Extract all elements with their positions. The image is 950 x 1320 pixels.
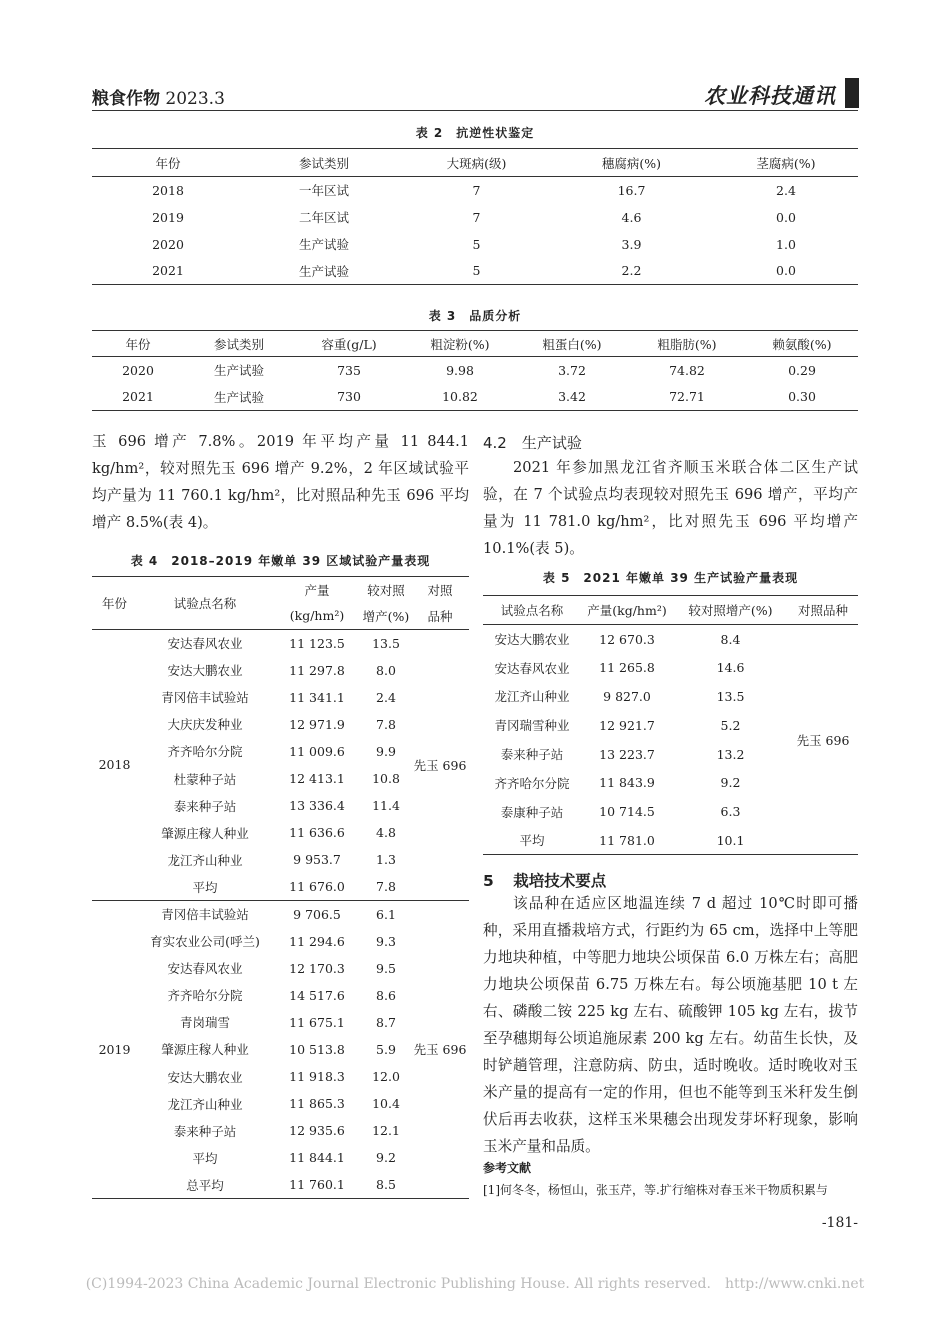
t2-cell: 二年区试 [298,210,349,225]
t4-h-inc-unit: 增产(%) [361,603,411,630]
t3-cell: 10.82 [442,389,478,405]
t4-cell: 10 513.8 [289,1041,345,1057]
t4-cell: 11 865.3 [289,1096,345,1112]
t4-cell: 11 675.1 [289,1014,345,1030]
t4-cell: 1.3 [376,852,396,868]
t3-cell: 3.42 [558,389,586,405]
t4-cell: 12 413.1 [289,771,345,787]
issue-number: 2023.3 [165,89,225,109]
t4-cell: 杜蒙种子站 [173,771,237,787]
t4-cell: 11 123.5 [289,635,345,651]
t5-header-cell: 试验点名称 [483,596,581,625]
t4-h-inc: 较对照 [367,582,405,598]
table3-caption: 表 3 品质分析 [428,309,522,323]
t4-cell: 安达大鹏农业 [167,663,243,679]
t4-cell: 9.9 [376,743,396,759]
t2-header-cell: 大斑病(级) [404,149,549,177]
t5-cell: 安达春风农业 [494,660,570,676]
t5-cell: 8.4 [720,631,741,647]
section-5-number: 5 [483,872,494,890]
t2-cell: 2020 [152,236,184,252]
t5-cell: 11 265.8 [599,660,655,676]
t5-cell: 泰康种子站 [500,804,564,820]
t4-cell: 6.1 [376,906,396,922]
section-5-paragraph: 该品种在适应区地温连续 7 d 超过 10℃时即可播种，采用直播栽培方式，行距约为 65 cm，选择中上等肥力地块种植，中等肥力地块公顷保苗 6.0 万株左右；高肥力地块公顷保苗 6.75 万株左右。每公顷施基肥 10 t 左右、磷酸二铵 225 kg 左右、硫酸钾 105 kg 左右，拔节至孕穗期每公顷追施尿素 200 kg 左右。幼苗生长快，及时铲趟管理，注意防病、防虫，适时晚收。适时晚收对玉米产量的提高有一定的作用，但也不能等到玉米秆发生倒伏后再去收获，这样玉米果穗会出现发芽坏籽现象，影响玉米产量和品质。 [483,895,858,1155]
t4-cell: 2.4 [376,689,396,705]
table-row [92,630,469,657]
t5-cell: 13.5 [716,688,745,704]
t2-cell: 一年区试 [298,183,349,199]
t4-cell: 9.2 [376,1150,396,1166]
t4-cell: 11.4 [372,798,400,814]
t4-cell: 泰来种子站 [173,1123,237,1139]
running-header [92,84,225,109]
header-rule [92,110,858,111]
t2-header-cell: 茎腐病(%) [714,149,858,177]
table2-caption: 表 2 抗逆性状鉴定 [415,126,535,140]
header-bar [845,78,859,108]
t4-cell: 5.9 [376,1041,396,1057]
t3-header-cell: 粗脂肪(%) [628,331,746,357]
t4-cell: 12 935.6 [289,1123,345,1139]
t2-cell: 16.7 [617,182,646,198]
t4-h-yield-unit: (kg/hm²) [273,603,361,630]
t5-cell: 11 781.0 [599,832,655,848]
table3 [92,330,858,411]
yield-summary-paragraph: 玉 696 增产 7.8%。2019 年平均产量 11 844.1 kg/hm²，较对照先玉 696 增产 9.2%，2 年区域试验平均产量为 11 760.1 kg/hm²，比对照品种先玉 696 平均增产 8.5%(表 4)。 [92,433,469,531]
t5-cell: 6.3 [720,804,741,820]
table3-header-row [92,331,858,357]
t2-header-cell: 参试类别 [244,149,404,177]
t4-cell: 肇源庄稼人种业 [161,1042,249,1058]
t4-cell: 13 336.4 [289,798,345,814]
t4-cell: 龙江齐山种业 [167,852,243,868]
copyright-footer: (C)1994-2023 China Academic Journal Electronic Publishing House. All rights reserved. http://www.cnki.net [85,1276,865,1292]
t5-cell: 泰来种子站 [500,747,564,763]
t4-cell: 11 297.8 [289,662,345,678]
t2-header-cell: 年份 [92,149,244,177]
t4-cell: 安达春风农业 [167,636,243,652]
table-row [92,177,858,204]
t3-cell: 生产试验 [213,363,264,379]
t4-cell: 11 844.1 [289,1150,345,1166]
t4-cell: 泰来种子站 [173,798,237,814]
t4-cell: 安达春风农业 [167,961,243,977]
t3-cell: 0.30 [788,389,816,405]
t4-cell: 14 517.6 [289,987,345,1003]
t2-cell: 7 [472,182,481,198]
t5-cell: 平均 [519,833,545,849]
t2-cell: 5 [472,236,481,252]
t5-cell: 13.2 [716,746,745,762]
t3-cell: 730 [337,389,361,405]
t3-header-cell: 粗蛋白(%) [516,331,628,357]
t5-cell: 安达大鹏农业 [494,632,570,648]
section-5-heading [483,869,606,891]
section-5-title: 栽培技术要点 [513,872,607,890]
t3-header-cell: 参试类别 [184,331,294,357]
t3-cell: 0.29 [788,362,816,378]
t5-cell: 5.2 [720,717,741,733]
t4-cell: 7.8 [361,873,411,900]
t4-cell: 8.7 [376,1014,396,1030]
t3-header-cell: 粗淀粉(%) [404,331,516,357]
t4-check-cell: 先玉 696 [413,1042,467,1058]
t5-cell: 9.2 [720,775,741,791]
t4-cell: 11 636.6 [289,825,345,841]
table5-caption: 表 5 2021 年嫩单 39 生产试验产量表现 [542,571,799,585]
table4-body [92,630,469,1199]
t3-cell: 72.71 [669,389,705,405]
table5 [483,595,858,855]
table-row [92,204,858,231]
table4-caption: 表 4 2018–2019 年嫩单 39 区域试验产量表现 [130,554,431,568]
table3-body [92,357,858,411]
references-heading: 参考文献 [483,1161,532,1175]
journal-section: 粮食作物 [92,89,160,109]
t4-h-ck: 对照 [427,582,453,598]
t4-year-cell: 2019 [98,1041,131,1057]
t4-h-ck-unit: 品种 [411,603,469,630]
t5-cell: 12 670.3 [599,631,655,647]
t4-h-year: 年份 [92,577,137,630]
t4-cell: 12 170.3 [289,960,345,976]
reference-item: [1]何冬冬，杨恒山，张玉芹，等.扩行缩株对春玉米干物质积累与 [483,1183,828,1197]
t5-cell: 14.6 [716,660,745,676]
t2-cell: 2019 [152,209,184,225]
t5-cell: 10.1 [716,832,745,848]
t4-cell: 11 294.6 [289,933,345,949]
section-4-2-paragraph: 2021 年参加黑龙江省齐顺玉米联合体二区生产试验，在 7 个试验点均表现较对照先玉 696 增产，平均产量为 11 781.0 kg/hm²，比对照先玉 696 平均增产 10.1%(表 5)。 [483,459,858,557]
t2-header-cell: 穗腐病(%) [549,149,714,177]
t4-cell: 平均 [137,873,273,900]
t2-cell: 4.6 [621,209,642,225]
t4-cell: 11 341.1 [289,689,345,705]
t4-cell: 8.5 [376,1177,396,1193]
t2-cell: 2021 [152,263,184,279]
t4-cell: 齐齐哈尔分院 [167,988,243,1004]
table-row [92,900,469,927]
t4-cell: 青岗瑞雪 [179,1015,230,1031]
t5-header-cell: 对照品种 [788,596,858,625]
table2-header-row [92,149,858,177]
t4-cell: 平均 [192,1150,218,1166]
t2-cell: 2018 [152,182,184,198]
t2-cell: 5 [472,263,481,279]
t3-cell: 2020 [122,362,154,378]
t4-cell: 11 676.0 [273,873,361,900]
t4-cell: 肇源庄稼人种业 [161,825,249,841]
t5-check-cell: 先玉 696 [796,732,850,748]
t4-cell: 9.5 [376,960,396,976]
t5-cell: 13 223.7 [599,746,655,762]
t4-cell: 9 706.5 [293,906,341,922]
t4-check-cell: 先玉 696 [411,630,469,901]
t3-cell: 2021 [122,389,154,405]
table-row [483,625,858,654]
t4-h-yield: 产量 [304,582,330,598]
t4-cell: 育实农业公司(呼兰) [150,934,260,950]
section-4-2-title: 4.2 生产试验 [483,434,582,452]
t3-cell: 生产试验 [213,389,264,405]
table-row [92,384,858,411]
table2-body [92,177,858,285]
t4-cell: 10.4 [372,1096,400,1112]
t3-header-cell: 赖氨酸(%) [746,331,858,357]
t4-cell: 齐齐哈尔分院 [167,744,243,760]
t4-cell: 10.8 [372,771,400,787]
t4-cell: 4.8 [376,825,396,841]
t5-cell: 青冈瑞雪种业 [494,718,570,734]
t4-cell: 龙江齐山种业 [167,1096,243,1112]
table5-body [483,625,858,855]
t4-cell: 青冈倍丰试验站 [161,907,249,923]
t4-cell: 13.5 [372,635,400,651]
t4-cell: 11 760.1 [289,1177,345,1193]
t4-year-cell: 2018 [92,630,137,901]
t2-cell: 0.0 [776,209,796,225]
t3-cell: 3.72 [558,362,586,378]
t5-cell: 11 843.9 [599,775,655,791]
t4-h-site: 试验点名称 [137,577,273,630]
t4-cell: 11 009.6 [289,743,345,759]
t5-cell: 10 714.5 [599,804,655,820]
t2-cell: 生产试验 [298,263,349,279]
t5-header-cell: 较对照增产(%) [673,596,788,625]
page-number: -181- [821,1215,858,1231]
t4-cell: 12.1 [372,1123,400,1139]
journal-brand-logo: 农业科技通讯 [704,83,836,108]
table-row [92,258,858,285]
table4 [92,576,469,1199]
table-row [92,357,858,384]
t4-cell: 安达大鹏农业 [167,1069,243,1085]
t4-cell: 总平均 [186,1177,224,1193]
t3-cell: 735 [337,362,361,378]
t2-cell: 3.9 [621,236,642,252]
t5-cell: 9 827.0 [603,688,651,704]
t2-cell: 7 [472,209,481,225]
t2-cell: 2.4 [776,182,796,198]
t4-cell: 12 971.9 [289,716,345,732]
t3-header-cell: 年份 [92,331,184,357]
t4-cell: 9.3 [376,933,396,949]
t5-cell: 12 921.7 [599,717,655,733]
table2 [92,148,858,285]
t3-cell: 9.98 [446,362,474,378]
table5-header-row [483,596,858,625]
table-row [92,231,858,258]
t4-cell: 9 953.7 [293,852,341,868]
t4-cell: 12.0 [372,1069,400,1085]
t5-header-cell: 产量(kg/hm²) [581,596,673,625]
t5-cell: 龙江齐山种业 [494,689,570,705]
t3-header-cell: 容重(g/L) [294,331,404,357]
t3-cell: 74.82 [669,362,705,378]
t4-cell: 8.0 [376,662,396,678]
t2-cell: 2.2 [621,263,642,279]
t4-cell: 7.8 [376,716,396,732]
t4-cell: 8.6 [376,987,396,1003]
t2-cell: 0.0 [776,263,796,279]
t4-cell: 大庆庆发种业 [167,717,243,733]
t4-cell: 青冈倍丰试验站 [161,690,249,706]
t4-cell: 11 918.3 [289,1069,345,1085]
t5-cell: 齐齐哈尔分院 [494,775,570,791]
t2-cell: 生产试验 [298,237,349,252]
t2-cell: 1.0 [776,236,796,252]
